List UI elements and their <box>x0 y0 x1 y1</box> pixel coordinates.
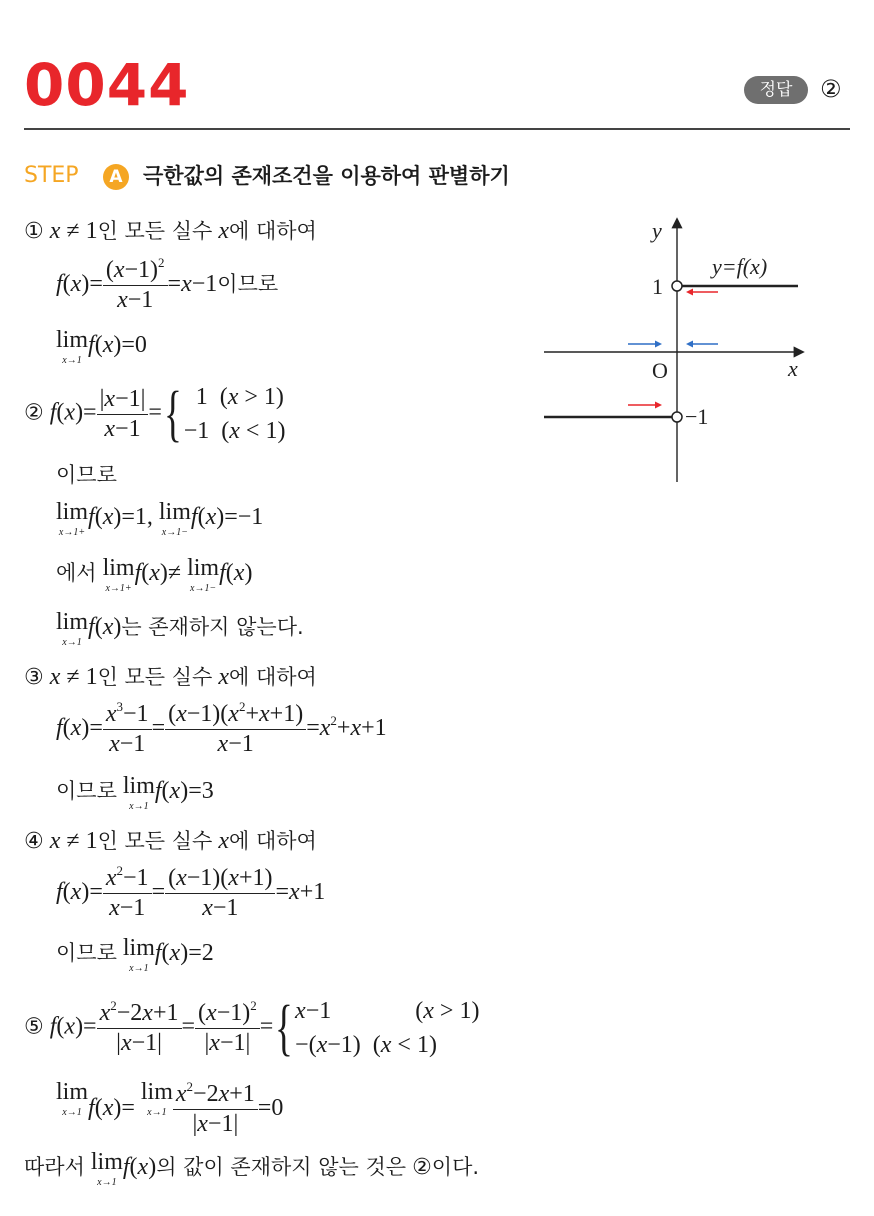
problem-number: 0044 <box>24 51 190 119</box>
item-3-formula: f(x)= $\frac{x^3-1}{x-1}$ = $\frac{(x-1)(x^2+x+1)}{x-1}$ $=x^2+x+1$ <box>56 699 387 757</box>
item-marker: ① <box>24 219 44 244</box>
header-divider <box>24 128 850 130</box>
item-4-intro: ④ x ≠ 1인 모든 실수 x에 대하여 <box>24 828 317 854</box>
function-graph <box>540 212 810 487</box>
item-4-limit: 이므로 lim x→1 f(x)=2 <box>56 935 214 974</box>
step-label: STEP <box>24 163 79 188</box>
item-2-compare: 에서 lim x→1+ f(x)≠ lim x→1− f(x) <box>56 555 253 594</box>
open-dot-upper <box>672 281 682 291</box>
y-axis-label: y <box>652 218 662 243</box>
item-2-imeuro: 이므로 <box>56 463 117 487</box>
item-5-formula: ⑤ f(x)= $\frac{x^2-2x+1}{|x-1|}$ = $\frac{(x-1)^2}{|x-1|}$ ={ x−1 (x > 1) −(x−1) (x < 1) <box>24 994 480 1062</box>
item-1-formula: f(x)= $\frac{(x-1)^2}{x-1}$ =x−1이므로 <box>56 255 279 313</box>
x-axis-label: x <box>788 356 798 381</box>
item-marker: ④ <box>24 829 44 854</box>
step-badge: A <box>103 164 129 190</box>
item-4-formula: f(x)= $\frac{x^2-1}{x-1}$ = $\frac{(x-1)(x+1)}{x-1}$ =x+1 <box>56 863 326 921</box>
item-2-one-sided-limits: lim x→1+ f(x)=1, lim x→1− f(x)=−1 <box>56 499 264 538</box>
open-dot-lower <box>672 412 682 422</box>
answer-value: ② <box>820 75 842 103</box>
conclusion: 따라서 lim x→1 f(x)의 값이 존재하지 않는 것은 ②이다. <box>24 1149 480 1188</box>
item-2-formula: ② f(x)= $\frac{|x-1|}{x-1}$ ={ 1 (x > 1) −1 (x < 1) <box>24 380 286 448</box>
origin-label: O <box>652 358 668 383</box>
item-marker: ② <box>24 400 44 426</box>
function-label: y=f(x) <box>712 254 768 279</box>
blue-arrow-left <box>628 341 662 348</box>
item-3-intro: ③ x ≠ 1인 모든 실수 x에 대하여 <box>24 664 317 690</box>
red-arrow-upper <box>686 289 718 296</box>
blue-arrow-right <box>686 341 718 348</box>
item-1-intro: ① x ≠ 1인 모든 실수 x에 대하여 <box>24 218 317 244</box>
step-title: 극한값의 존재조건을 이용하여 판별하기 <box>143 164 510 188</box>
item-marker: ⑤ <box>24 1014 44 1040</box>
answer-badge: 정답 <box>744 76 808 104</box>
item-2-conclusion: lim x→1 f(x)는 존재하지 않는다. <box>56 609 304 648</box>
item-5-limit: lim x→1 f(x)= lim x→1 $\frac{x^2-2x+1}{|x-1|}$ =0 <box>56 1079 284 1137</box>
item-1-limit: lim x→1 f(x)=0 <box>56 327 147 366</box>
item-3-limit: 이므로 lim x→1 f(x)=3 <box>56 773 214 812</box>
label-neg-one: −1 <box>685 404 709 429</box>
red-arrow-lower <box>628 402 662 409</box>
label-one: 1 <box>652 274 663 299</box>
item-marker: ③ <box>24 665 44 690</box>
